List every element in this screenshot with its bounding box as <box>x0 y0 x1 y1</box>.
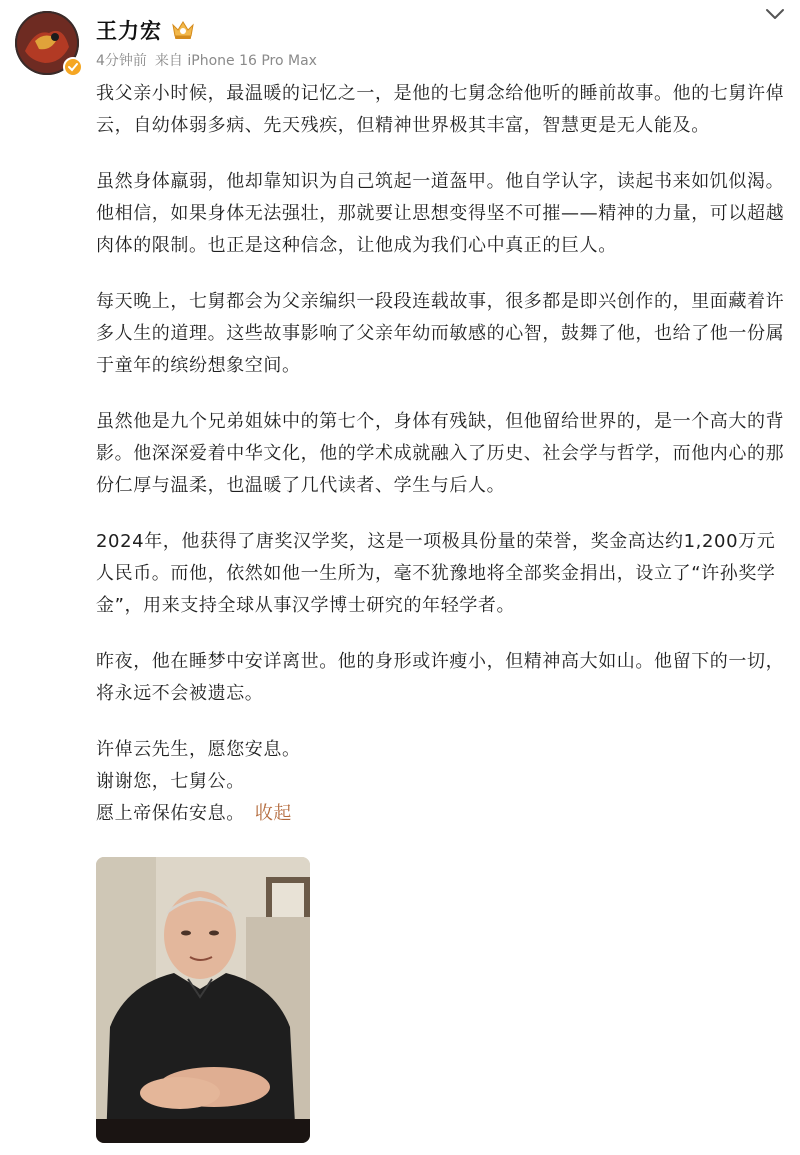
post-paragraph: 我父亲小时候，最温暖的记忆之一，是他的七舅念给他听的睡前故事。他的七舅许倬云，自幼体弱多病、先天残疾，但精神世界极其丰富，智慧更是无人能及。 <box>96 83 785 136</box>
post-source: 来自 iPhone 16 Pro Max <box>154 53 317 69</box>
verified-badge-icon <box>63 57 83 77</box>
collapse-link[interactable]: 收起 <box>254 803 293 824</box>
closing-line: 许倬云先生，愿您安息。 <box>96 739 301 760</box>
chevron-down-icon[interactable] <box>764 6 786 22</box>
portrait-photo[interactable] <box>96 857 310 1143</box>
post-paragraph: 2024年，他获得了唐奖汉学奖，这是一项极具份量的荣誉，奖金高达约1,200万元人民币。而他，依然如他一生所为，毫不犹豫地将全部奖金捐出，设立了“许孙奖学金”，用来支持全球从事汉学博士研究的年轻学者。 <box>96 531 776 616</box>
post-paragraph: 虽然他是九个兄弟姐妹中的第七个，身体有残缺，但他留给世界的，是一个高大的背影。他深深爱着中华文化，他的学术成就融入了历史、社会学与哲学，而他内心的那份仁厚与温柔，也温暖了几代读者、学生与后人。 <box>96 411 785 496</box>
post-paragraph: 虽然身体羸弱，他却靠知识为自己筑起一道盔甲。他自学认字，读起书来如饥似渴。他相信，如果身体无法强壮，那就要让思想变得坚不可摧——精神的力量，可以超越肉体的限制。也正是这种信念，让他成为我们心中真正的巨人。 <box>96 171 785 256</box>
vip-crown-icon[interactable] <box>170 19 196 41</box>
post-body <box>96 78 788 830</box>
username-row <box>96 16 196 44</box>
username[interactable]: 王力宏 <box>96 19 162 43</box>
closing-line-text: 愿上帝保佑安息。 <box>96 803 245 824</box>
post-paragraph: 昨夜，他在睡梦中安详离世。他的身形或许瘦小，但精神高大如山。他留下的一切，将永远不会被遗忘。 <box>96 651 785 704</box>
closing-line: 谢谢您，七舅公。 <box>96 771 245 792</box>
closing-line-last <box>96 798 788 830</box>
portrait-image <box>96 857 310 1143</box>
post-meta <box>96 50 317 70</box>
post-time: 4分钟前 <box>96 53 147 69</box>
post-paragraph: 每天晚上，七舅都会为父亲编织一段段连载故事，很多都是即兴创作的，里面藏着许多人生的道理。这些故事影响了父亲年幼而敏感的心智，鼓舞了他，也给了他一份属于童年的缤纷想象空间。 <box>96 291 785 376</box>
post-header <box>0 0 800 80</box>
